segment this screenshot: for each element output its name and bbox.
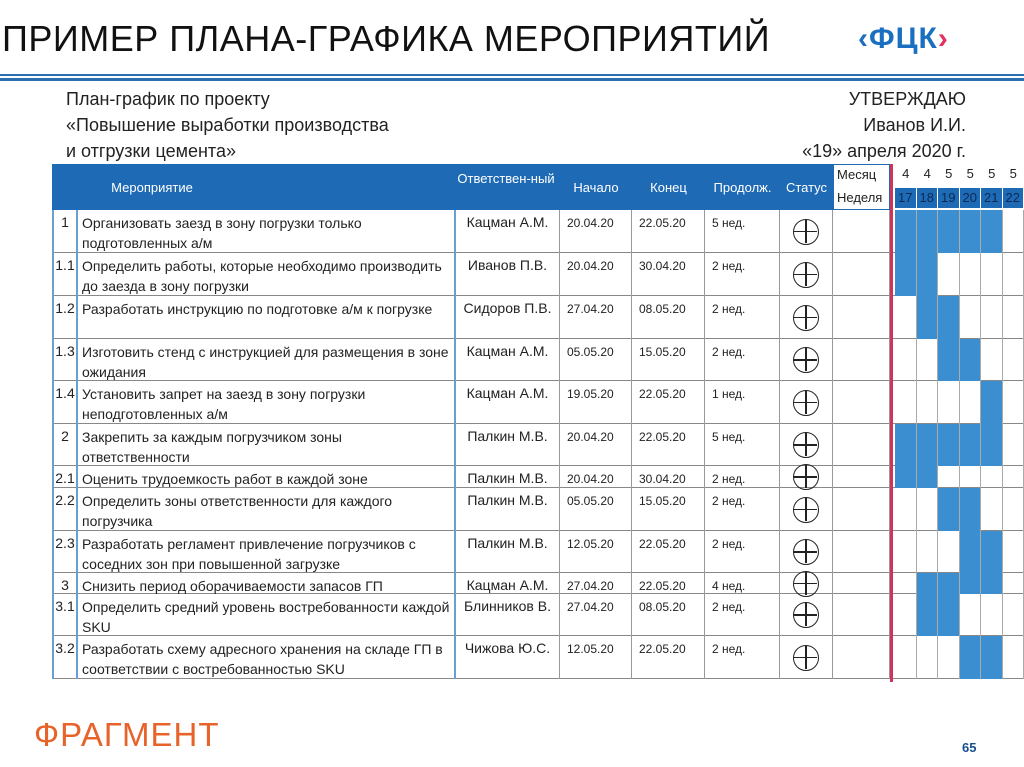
gantt-empty-cell [917, 636, 939, 679]
gantt-empty-cell [938, 466, 960, 488]
table-row [52, 636, 1024, 679]
status-circle-cross-icon[interactable] [793, 571, 819, 597]
activity-text: Разработать схему адресного хранения на складе ГП в соответствии с востребованностью SKU [82, 641, 443, 677]
gantt-bar-cell [981, 381, 1003, 424]
table-row [52, 210, 1024, 253]
end-cell: 15.05.20 [632, 339, 705, 381]
gantt-empty-cell [960, 381, 982, 424]
row-number: 1.4 [52, 381, 78, 424]
row-number: 2.2 [52, 488, 78, 531]
gantt-empty-cell [1003, 253, 1024, 296]
activity-text: Разработать регламент привлечение погрузчиков с соседних зон при повышенной загрузке [82, 536, 416, 572]
gantt-bar-cell [960, 488, 982, 531]
gantt-bar-cell [960, 210, 982, 253]
gantt-empty-cell [981, 466, 1003, 488]
end-cell: 22.05.20 [632, 381, 705, 424]
label-cell [833, 594, 890, 636]
end-cell: 08.05.20 [632, 594, 705, 636]
row-number: 2.3 [52, 531, 78, 573]
month-label: Месяц [837, 167, 877, 182]
activity-text: Организовать заезд в зону погрузки только подготовленных а/м [82, 215, 362, 251]
week-number: 20 [960, 188, 981, 208]
duration-cell: 2 нед. [705, 339, 780, 381]
gantt-bar-cell [917, 573, 939, 594]
end-cell: 15.05.20 [632, 488, 705, 531]
gantt-bar-cell [917, 210, 939, 253]
table-row [52, 339, 1024, 381]
status-circle-cross-icon[interactable] [793, 262, 819, 288]
timeline-header [833, 164, 1024, 210]
status-circle-cross-icon[interactable] [793, 464, 819, 490]
gantt-bar-cell [960, 424, 982, 466]
status-circle-cross-icon[interactable] [793, 539, 819, 565]
approval-line: Иванов И.И. [863, 115, 966, 135]
duration-cell: 1 нед. [705, 381, 780, 424]
status-circle-cross-icon[interactable] [793, 347, 819, 373]
gantt-empty-cell [1003, 466, 1024, 488]
gantt-bar-cell [960, 636, 982, 679]
header-duration: Продолж. [713, 180, 772, 195]
end-cell: 30.04.20 [632, 253, 705, 296]
gantt-empty-cell [981, 339, 1003, 381]
gantt-bar-cell [960, 339, 982, 381]
label-cell [833, 636, 890, 679]
status-cell [780, 381, 833, 424]
gantt-bar-cell [917, 594, 939, 636]
week-number: 19 [938, 188, 959, 208]
start-cell: 19.05.20 [560, 381, 632, 424]
gantt-bar-cell [938, 339, 960, 381]
status-cell [780, 253, 833, 296]
responsible: Палкин М.В. [454, 488, 560, 531]
gantt-empty-cell [917, 531, 939, 573]
duration-cell: 4 нед. [705, 573, 780, 594]
gantt-empty-cell [981, 296, 1003, 339]
gantt-bar-cell [917, 424, 939, 466]
gantt-empty-cell [917, 339, 939, 381]
start-cell: 27.04.20 [560, 296, 632, 339]
gantt-bar-cell [895, 466, 917, 488]
status-cell [780, 573, 833, 594]
table-row [52, 531, 1024, 573]
divider [0, 74, 1024, 76]
gantt-empty-cell [1003, 594, 1024, 636]
end-cell: 22.05.20 [632, 573, 705, 594]
status-circle-cross-icon[interactable] [793, 219, 819, 245]
project-title [66, 86, 389, 164]
row-number: 1 [52, 210, 78, 253]
start-cell: 20.04.20 [560, 466, 632, 488]
gantt-empty-cell [938, 381, 960, 424]
responsible: Палкин М.В. [454, 531, 560, 573]
gantt-bar-cell [981, 531, 1003, 573]
duration-cell: 5 нед. [705, 210, 780, 253]
month-number: 5 [1009, 166, 1017, 181]
status-cell [780, 210, 833, 253]
activity-text: Разработать инструкцию по подготовке а/м к погрузке [82, 301, 433, 317]
label-cell [833, 210, 890, 253]
responsible: Сидоров П.В. [454, 296, 560, 339]
start-cell: 12.05.20 [560, 531, 632, 573]
table-row [52, 296, 1024, 339]
fragment-label: ФРАГМЕНТ [34, 716, 220, 753]
status-cell [780, 636, 833, 679]
gantt-empty-cell [938, 531, 960, 573]
responsible: Палкин М.В. [454, 466, 560, 488]
start-cell: 27.04.20 [560, 594, 632, 636]
divider [0, 78, 1024, 81]
responsible: Палкин М.В. [454, 424, 560, 466]
gantt-empty-cell [1003, 573, 1024, 594]
activity-text: Установить запрет на заезд в зону погрузки неподготовленных а/м [82, 386, 366, 422]
week-number: 18 [917, 188, 938, 208]
gantt-bar-cell [917, 253, 939, 296]
table-row [52, 253, 1024, 296]
gantt-bar-cell [938, 424, 960, 466]
gantt-empty-cell [895, 573, 917, 594]
status-cell [780, 339, 833, 381]
gantt-bar-cell [938, 210, 960, 253]
row-number: 2.1 [52, 466, 78, 488]
status-cell [780, 531, 833, 573]
table-header [52, 164, 833, 210]
gantt-bar-cell [895, 253, 917, 296]
gantt-bar-cell [938, 594, 960, 636]
gantt-empty-cell [895, 339, 917, 381]
gantt-bar-cell [938, 573, 960, 594]
start-cell: 27.04.20 [560, 573, 632, 594]
header-responsible: Ответствен-ный [457, 171, 555, 186]
responsible: Блинников В. [454, 594, 560, 636]
duration-cell: 2 нед. [705, 636, 780, 679]
week-number: 17 [895, 188, 916, 208]
gantt-bar-cell [981, 424, 1003, 466]
gantt-bar-cell [981, 636, 1003, 679]
gantt-empty-cell [960, 296, 982, 339]
start-cell: 20.04.20 [560, 210, 632, 253]
label-cell [833, 253, 890, 296]
end-cell: 30.04.20 [632, 466, 705, 488]
start-cell: 20.04.20 [560, 424, 632, 466]
gantt-bar-cell [960, 573, 982, 594]
week-label: Неделя [837, 190, 883, 205]
label-cell [833, 531, 890, 573]
month-number: 4 [902, 166, 910, 181]
status-circle-cross-icon[interactable] [793, 390, 819, 416]
duration-cell: 2 нед. [705, 594, 780, 636]
table-row [52, 573, 1024, 594]
start-cell: 05.05.20 [560, 339, 632, 381]
activity-text: Определить работы, которые необходимо производить до заезда в зону погрузки [82, 258, 442, 294]
gantt-bar-cell [895, 424, 917, 466]
status-circle-cross-icon[interactable] [793, 497, 819, 523]
gantt-bar-cell [960, 531, 982, 573]
status-circle-cross-icon[interactable] [793, 305, 819, 331]
gantt-bar-cell [895, 210, 917, 253]
duration-cell: 2 нед. [705, 488, 780, 531]
gantt-empty-cell [981, 253, 1003, 296]
label-cell [833, 424, 890, 466]
table-row [52, 381, 1024, 424]
gantt-empty-cell [1003, 339, 1024, 381]
project-line: и отгрузки цемента» [66, 141, 236, 161]
month-number: 5 [945, 166, 953, 181]
activity-text: Закрепить за каждым погрузчиком зоны ответственности [82, 429, 342, 465]
gantt-empty-cell [938, 636, 960, 679]
gantt-empty-cell [960, 594, 982, 636]
label-cell [833, 488, 890, 531]
responsible: Кацман А.М. [454, 381, 560, 424]
responsible: Кацман А.М. [454, 210, 560, 253]
activity-text: Определить зоны ответственности для каждого погрузчика [82, 493, 393, 529]
start-cell: 20.04.20 [560, 253, 632, 296]
row-number: 3 [52, 573, 78, 594]
approval-block [802, 86, 966, 164]
gantt-empty-cell [981, 488, 1003, 531]
gantt-empty-cell [960, 253, 982, 296]
gantt-empty-cell [895, 594, 917, 636]
gantt-empty-cell [938, 253, 960, 296]
label-cell [833, 381, 890, 424]
label-cell [833, 466, 890, 488]
responsible: Кацман А.М. [454, 573, 560, 594]
gantt-empty-cell [895, 381, 917, 424]
status-circle-cross-icon[interactable] [793, 432, 819, 458]
gantt-empty-cell [1003, 531, 1024, 573]
status-circle-cross-icon[interactable] [793, 602, 819, 628]
gantt-empty-cell [960, 466, 982, 488]
duration-cell: 2 нед. [705, 466, 780, 488]
gantt-bar-cell [938, 488, 960, 531]
row-number: 2 [52, 424, 78, 466]
week-number: 22 [1003, 188, 1024, 208]
activity-text: Оценить трудоемкость работ в каждой зоне [82, 471, 368, 487]
gantt-bar-cell [938, 296, 960, 339]
project-line: «Повышение выработки производства [66, 115, 389, 135]
duration-cell: 5 нед. [705, 424, 780, 466]
duration-cell: 2 нед. [705, 531, 780, 573]
month-number: 4 [923, 166, 931, 181]
slide-title: ПРИМЕР ПЛАНА-ГРАФИКА МЕРОПРИЯТИЙ [2, 18, 771, 59]
start-cell: 05.05.20 [560, 488, 632, 531]
label-cell [833, 339, 890, 381]
gantt-empty-cell [895, 488, 917, 531]
responsible: Иванов П.В. [454, 253, 560, 296]
activity-text: Снизить период оборачиваемости запасов ГП [82, 578, 383, 594]
header-end: Конец [650, 180, 687, 195]
table-row [52, 466, 1024, 488]
label-cell [833, 296, 890, 339]
gantt-empty-cell [917, 381, 939, 424]
gantt-empty-cell [895, 296, 917, 339]
status-circle-cross-icon[interactable] [793, 645, 819, 671]
header-activity: Мероприятие [111, 180, 193, 195]
gantt-empty-cell [1003, 296, 1024, 339]
approval-line: «19» апреля 2020 г. [802, 141, 966, 161]
gantt-empty-cell [1003, 210, 1024, 253]
gantt-empty-cell [1003, 381, 1024, 424]
row-number: 1.1 [52, 253, 78, 296]
end-cell: 22.05.20 [632, 424, 705, 466]
activity-text: Определить средний уровень востребованности каждой SKU [82, 599, 450, 635]
logo: ‹ФЦК› [858, 22, 949, 55]
row-number: 1.2 [52, 296, 78, 339]
row-number: 3.1 [52, 594, 78, 636]
end-cell: 22.05.20 [632, 636, 705, 679]
duration-cell: 2 нед. [705, 296, 780, 339]
gantt-empty-cell [981, 594, 1003, 636]
gantt-empty-cell [1003, 424, 1024, 466]
responsible: Чижова Ю.С. [454, 636, 560, 679]
label-cell [833, 573, 890, 594]
approval-line: УТВЕРЖДАЮ [848, 89, 966, 109]
month-number: 5 [966, 166, 974, 181]
gantt-empty-cell [895, 531, 917, 573]
duration-cell: 2 нед. [705, 253, 780, 296]
week-number: 21 [981, 188, 1002, 208]
gantt-bar-cell [917, 466, 939, 488]
row-number: 3.2 [52, 636, 78, 679]
end-cell: 22.05.20 [632, 210, 705, 253]
table-row [52, 594, 1024, 636]
header-status: Статус [785, 180, 828, 195]
start-cell: 12.05.20 [560, 636, 632, 679]
row-number: 1.3 [52, 339, 78, 381]
status-cell [780, 594, 833, 636]
activity-text: Изготовить стенд с инструкцией для размещения в зоне ожидания [82, 344, 449, 380]
page-number: 65 [962, 740, 977, 755]
gantt-empty-cell [1003, 488, 1024, 531]
table-row [52, 424, 1024, 466]
status-cell [780, 488, 833, 531]
gantt-bar-cell [917, 296, 939, 339]
end-cell: 08.05.20 [632, 296, 705, 339]
header-start: Начало [573, 180, 619, 195]
status-cell [780, 424, 833, 466]
project-line: План-график по проекту [66, 89, 270, 109]
gantt-empty-cell [895, 636, 917, 679]
today-line [890, 164, 893, 682]
gantt-bar-cell [981, 573, 1003, 594]
gantt-empty-cell [1003, 636, 1024, 679]
end-cell: 22.05.20 [632, 531, 705, 573]
table-row [52, 488, 1024, 531]
status-cell [780, 466, 833, 488]
responsible: Кацман А.М. [454, 339, 560, 381]
month-number: 5 [988, 166, 996, 181]
gantt-bar-cell [981, 210, 1003, 253]
gantt-empty-cell [917, 488, 939, 531]
status-cell [780, 296, 833, 339]
